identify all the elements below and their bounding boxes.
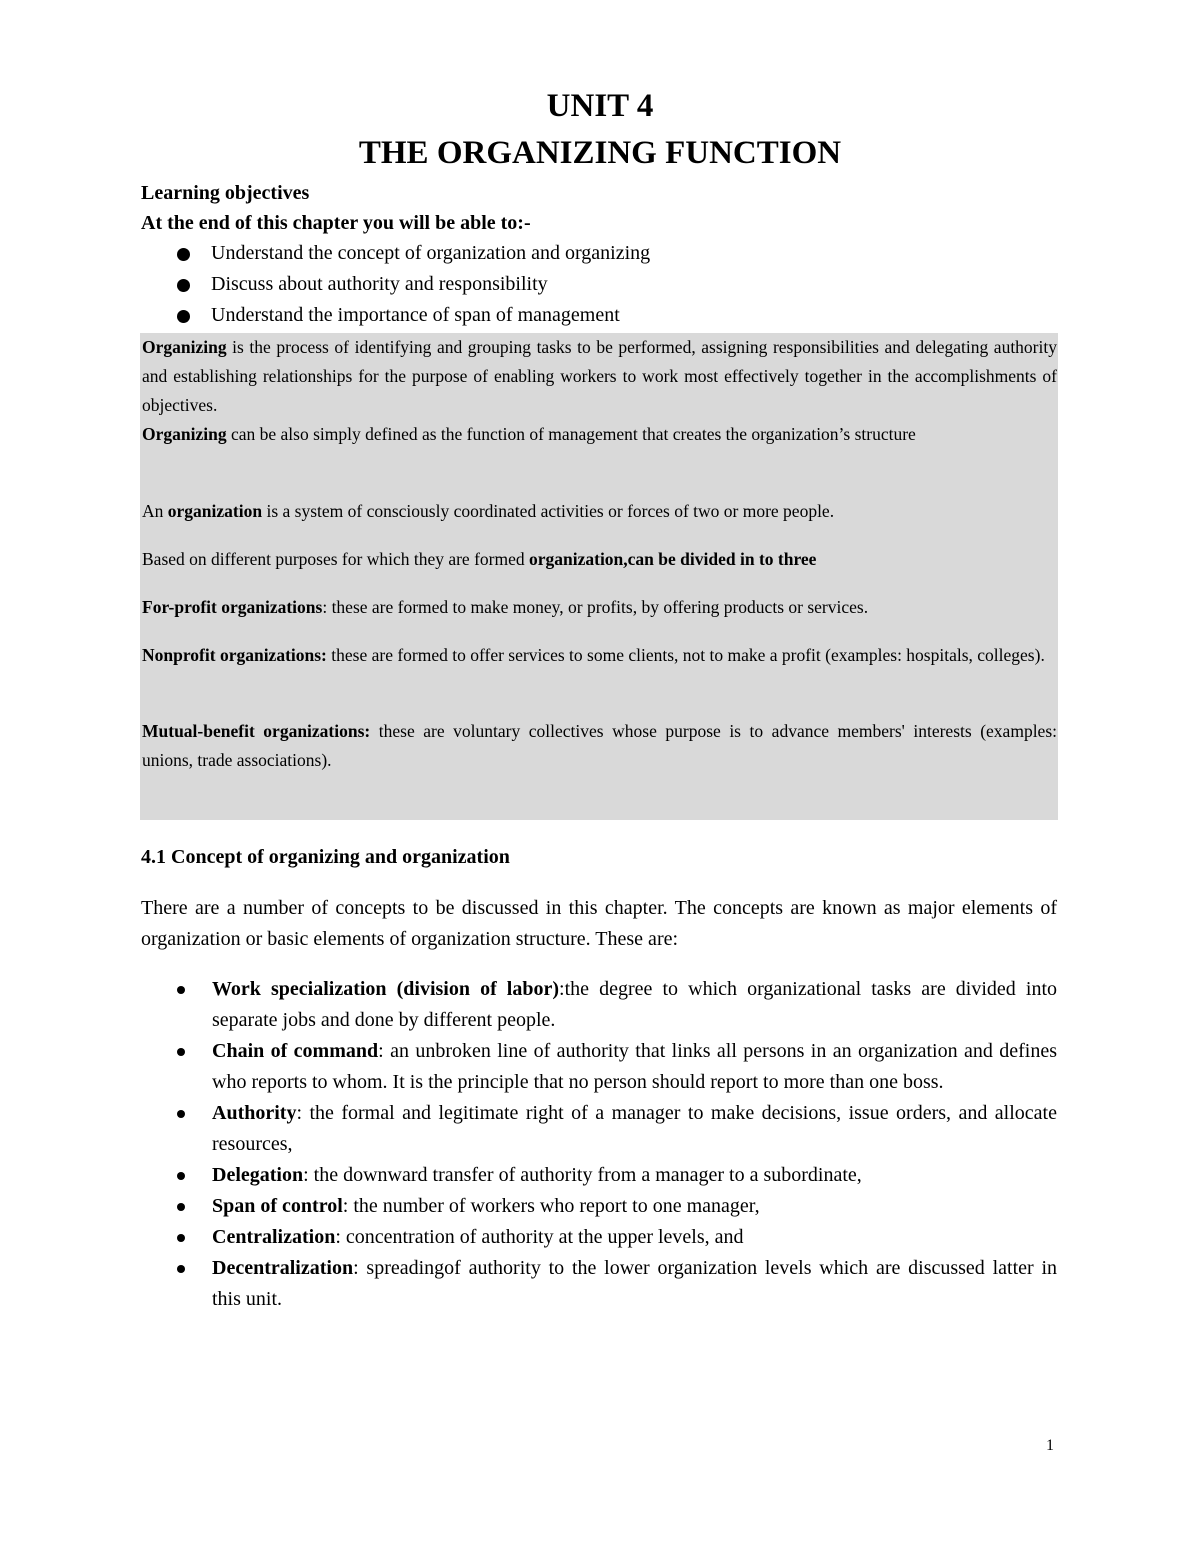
list-item: Discuss about authority and responsibility [177,269,1061,300]
list-item: Span of control: the number of workers who report to one manager, [141,1191,1057,1222]
objectives-intro: At the end of this chapter you will be able to:- [141,212,531,234]
organizing-definition: Organizing is the process of identifying and grouping tasks to be performed, assigning responsibilities and delegating authority and establishing relationships for the purpose of enabling workers to work most effectively together in the accomplishments of objectives. [142,337,1057,415]
list-item: Chain of command: an unbroken line of authority that links all persons in an organization and defines who reports to whom. It is the principle that no person should report to more than one boss. [141,1036,1057,1098]
objectives-heading: Learning objectives [141,182,310,204]
definitions-box [140,333,1058,820]
bullet-icon [177,1234,185,1242]
organization-types-intro: Based on different purposes for which they are formed organization,can be divided in to three [142,549,817,569]
mutual-benefit-definition: Mutual-benefit organizations: these are voluntary collectives whose purpose is to advance members' interests (examples: unions, trade associations). [142,721,1057,770]
list-item: Understand the concept of organization and organizing [177,238,1061,269]
bullet-icon [177,248,190,261]
bullet-icon [177,310,190,323]
nonprofit-definition: Nonprofit organizations: these are formed to offer services to some clients, not to make a profit (examples: hospitals, colleges). [142,645,1045,665]
list-item: Delegation: the downward transfer of authority from a manager to a subordinate, [141,1160,1057,1191]
chapter-title: THE ORGANIZING FUNCTION [358,135,842,171]
page-number: 1 [1046,1437,1054,1454]
organization-definition: An organization is a system of consciously coordinated activities or forces of two or more people. [142,501,835,521]
list-item: Understand the importance of span of management [177,300,1061,331]
section-heading: 4.1 Concept of organizing and organization [141,846,510,868]
list-item: Work specialization (division of labor):the degree to which organizational tasks are divided into separate jobs and done by different people. [141,974,1057,1036]
bullet-icon [177,1172,185,1180]
objectives-list [141,238,1061,331]
bullet-icon [177,1048,185,1056]
organizing-simple-definition: Organizing can be also simply defined as the function of management that creates the organization’s structure [142,424,916,444]
unit-title: UNIT 4 [546,88,654,124]
bullet-icon [177,279,190,292]
learning-objectives [141,178,1061,331]
for-profit-definition: For-profit organizations: these are formed to make money, or profits, by offering products or services. [142,597,869,617]
bullet-icon [177,1265,185,1273]
concepts-list [141,974,1057,1315]
bullet-icon [177,986,185,994]
section-intro: There are a number of concepts to be discussed in this chapter. The concepts are known as major elements of organization or basic elements of organization structure. These are: [141,897,1057,950]
list-item: Authority: the formal and legitimate right of a manager to make decisions, issue orders, and allocate resources, [141,1098,1057,1160]
list-item: Centralization: concentration of authority at the upper levels, and [141,1222,1057,1253]
bullet-icon [177,1110,185,1118]
bullet-icon [177,1203,185,1211]
list-item: Decentralization: spreadingof authority to the lower organization levels which are discussed latter in this unit. [141,1253,1057,1315]
